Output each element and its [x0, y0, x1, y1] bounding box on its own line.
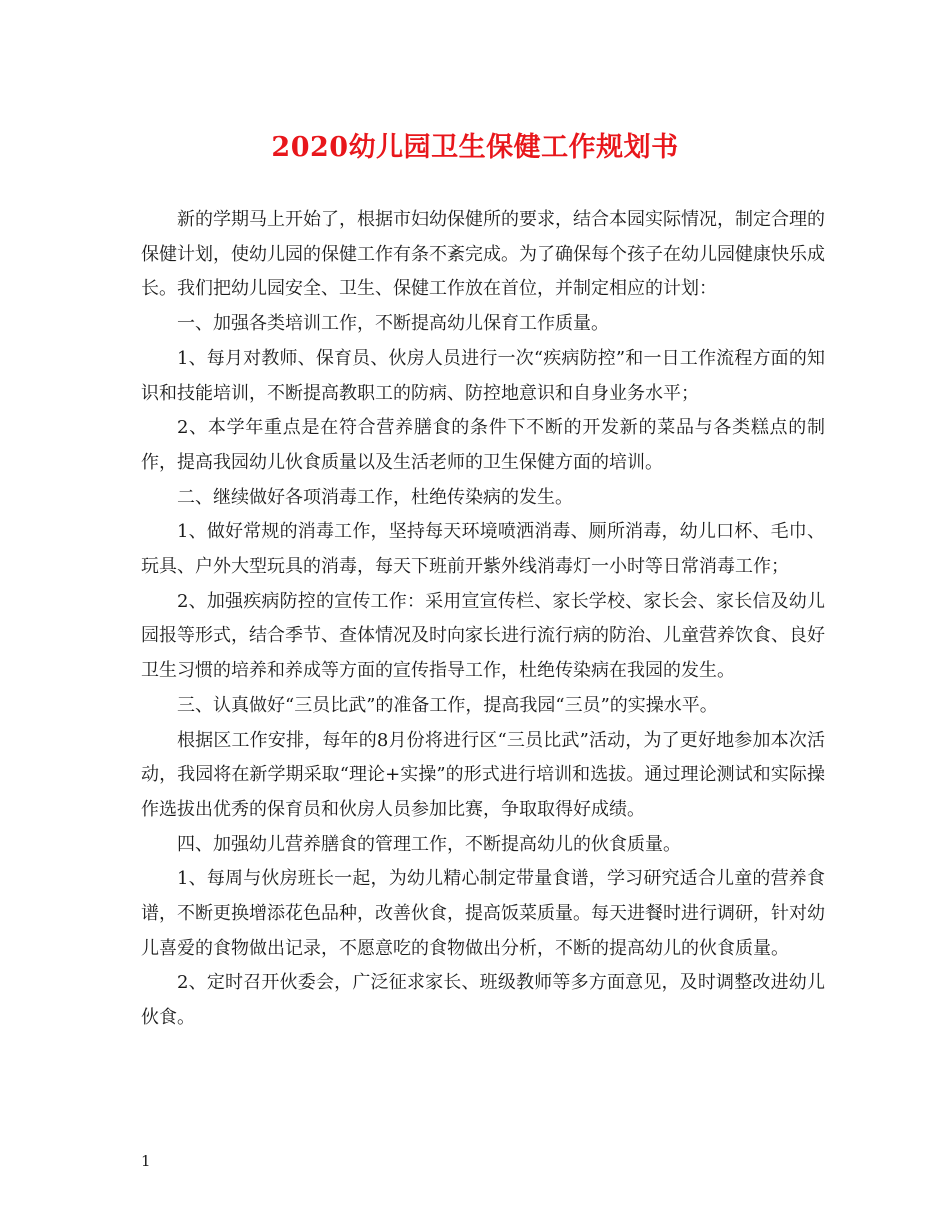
document-body: [141, 203, 825, 1036]
section-heading-3: 三、认真做好“三员比武”的准备工作，提高我园“三员”的实操水平。: [177, 694, 718, 716]
section-heading-4: 四、加强幼儿营养膳食的管理工作，不断提高幼儿的伙食质量。: [177, 833, 681, 855]
section-3-paragraph: 根据区工作安排，每年的8月份将进行区“三员比武”活动，为了更好地参加本次活动，我园将在新学期采取“理论+实操”的形式进行培训和选拔。通过理论测试和实际操作选拔出优秀的保育员和伙房人员参加比赛，争取取得好成绩。: [141, 729, 825, 820]
section-2-item-1: 1、做好常规的消毒工作，坚持每天环境喷洒消毒、厕所消毒，幼儿口杯、毛巾、玩具、户外大型玩具的消毒，每天下班前开紫外线消毒灯一小时等日常消毒工作；: [141, 521, 825, 578]
section-4-item-1: 1、每周与伙房班长一起，为幼儿精心制定带量食谱，学习研究适合儿童的营养食谱，不断更换增添花色品种，改善伙食，提高饭菜质量。每天进餐时进行调研，针对幼儿喜爱的食物做出记录，不愿意吃的食物做出分析，不断的提高幼儿的伙食质量。: [141, 868, 825, 959]
section-heading-2: 二、继续做好各项消毒工作，杜绝传染病的发生。: [177, 486, 573, 508]
section-2-item-2: 2、加强疾病防控的宣传工作：采用宣宣传栏、家长学校、家长会、家长信及幼儿园报等形式，结合季节、查体情况及时向家长进行流行病的防治、儿童营养饮食、良好卫生习惯的培养和养成等方面的宣传指导工作，杜绝传染病在我园的发生。: [141, 590, 825, 682]
document-title: 2020幼儿园卫生保健工作规划书: [271, 132, 679, 163]
section-heading-1: 一、加强各类培训工作，不断提高幼儿保育工作质量。: [177, 313, 609, 335]
section-1-item-2: 2、本学年重点是在符合营养膳食的条件下不断的开发新的菜品与各类糕点的制作，提高我园幼儿伙食质量以及生活老师的卫生保健方面的培训。: [141, 417, 825, 473]
intro-paragraph: 新的学期马上开始了，根据市妇幼保健所的要求，结合本园实际情况，制定合理的保健计划，使幼儿园的保健工作有条不紊完成。为了确保每个孩子在幼儿园健康快乐成长。我们把幼儿园安全、卫生、保健工作放在首位，并制定相应的计划：: [141, 209, 825, 300]
section-4-item-2: 2、定时召开伙委会，广泛征求家长、班级教师等多方面意见，及时调整改进幼儿伙食。: [141, 972, 825, 1029]
page-number: 1: [141, 1152, 151, 1170]
section-1-item-1: 1、每月对教师、保育员、伙房人员进行一次“疾病防控”和一日工作流程方面的知识和技能培训，不断提高教职工的防病、防控地意识和自身业务水平；: [141, 347, 825, 404]
